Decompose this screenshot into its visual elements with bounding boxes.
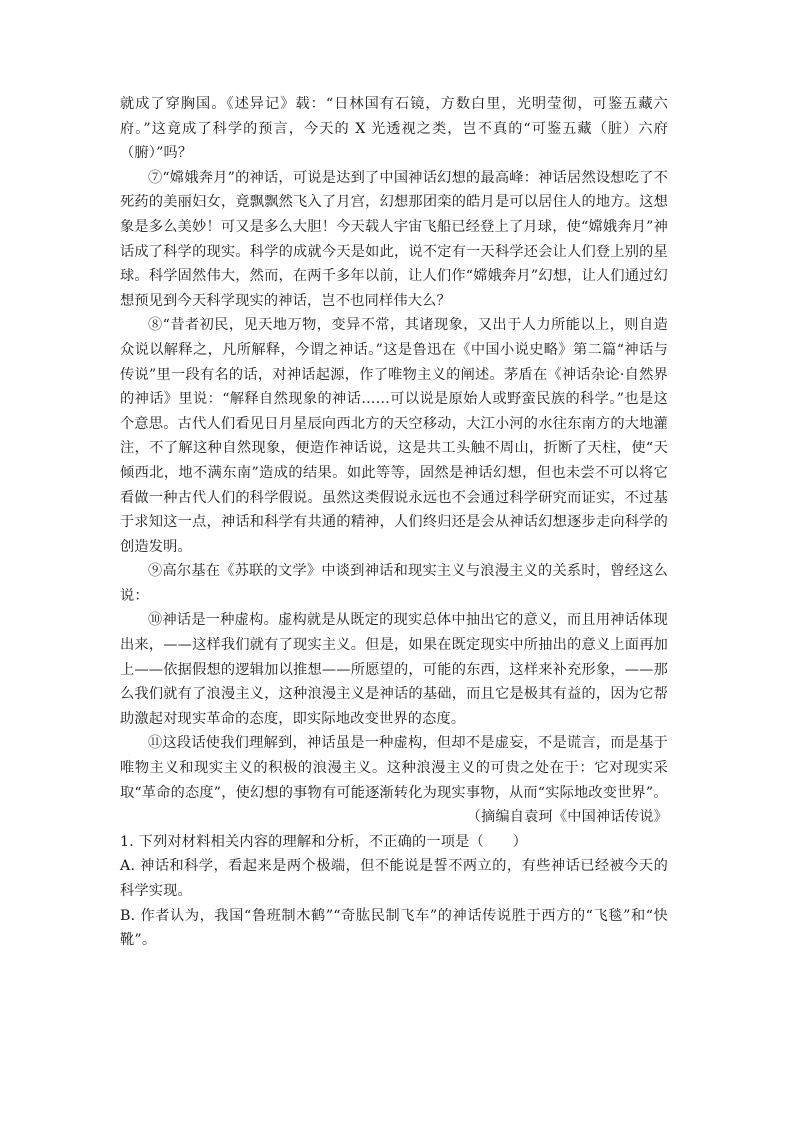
question-1-stem: 1. 下列对材料相关内容的理解和分析，不正确的一项是（ ） [120, 833, 528, 850]
paragraph-10: ⑩神话是一种虚构。虚构就是从既定的现实总体中抽出它的意义，而且用神话体现出来，——这样我们就有了现实主义。但是，如果在既定现实中所抽出的意义上面再加上——依据假想的逻辑加以推想——所愿望的，可能的东西，这样来补充形象，——那么我们就有了浪漫主义，这种浪漫主义是神话的基础，而且它是极其有益的，因为它帮助激起对现实革命的态度，即实际地改变世界的态度。 [120, 612, 668, 727]
paragraph-7: ⑦“嫦娥奔月”的神话，可说是达到了中国神话幻想的最高峰：神话居然设想吃了不死药的美丽妇女，竟飘飘然飞入了月宫，幻想那团栾的皓月是可以居住人的地方。这想象是多么美妙！可又是多么大胆！今天载人宇宙飞船已经登上了月球，使“嫦娥奔月”神话成了科学的现实。科学的成就今天是如此，说不定有一天科学还会让人们登上别的星球。科学固然伟大，然而，在两千多年以前，让人们作“嫦娥奔月”幻想，让人们通过幻想预见到今天科学现实的神话，岂不也同样伟大么？ [120, 169, 668, 309]
source-citation: （摘编自袁珂《中国神话传说》 [466, 809, 668, 826]
paragraph-8: ⑧“昔者初民，见天地万物，变异不常，其诸现象，又出于人力所能以上，则自造众说以解释之，凡所解释，今谓之神话。”这是鲁迅在《中国小说史略》第二篇“神话与传说”里一段有名的话，对神话起源，作了唯物主义的阐述。茅盾在《神话杂论·自然界的神话》里说：“解释自然现象的神话……可以说是原始人或野蛮民族的科学。”也是这个意思。古代人们看见日月星辰向西北方的天空移动，大江小河的水往东南方的大地灌注，不了解这种自然现象，便造作神话说，这是共工头触不周山，折断了天柱，使“天倾西北，地不满东南”造成的结果。如此等等，固然是神话幻想，但也未尝不可以将它看做一种古代人们的科学假说。虽然这类假说永远也不会通过科学研究而证实，不过基于求知这一点，神话和科学有共通的精神，人们终归还是会从神话幻想逐步走向科学的创造发明。 [120, 317, 668, 555]
document-body [120, 92, 668, 953]
option-b: B. 作者认为，我国“鲁班制木鹤”“奇肱民制飞车”的神话传说胜于西方的“飞毯”和“快靴”。 [120, 907, 668, 949]
paragraph-continued: 就成了穿胸国。《述异记》载：“日林国有石镜，方数白里，光明莹彻，可鉴五藏六府。”这竟成了科学的预言，今天的 X 光透视之类，岂不真的“可鉴五藏（脏）六府（腑）”吗？ [120, 96, 668, 162]
paragraph-11: ⑪这段话使我们理解到，神话虽是一种虚构，但却不是虚妄，不是谎言，而是基于唯物主义和现实主义的积极的浪漫主义。这种浪漫主义的可贵之处在于：它对现实采取“革命的态度”，使幻想的事物有可能逐渐转化为现实事物，从而“实际地改变世界”。 [120, 735, 668, 801]
option-a: A. 神话和科学，看起来是两个极端，但不能说是誓不两立的，有些神话已经被今天的科学实现。 [120, 858, 668, 899]
paragraph-9: ⑨高尔基在《苏联的文学》中谈到神话和现实主义与浪漫主义的关系时，曾经这么说： [120, 563, 668, 604]
